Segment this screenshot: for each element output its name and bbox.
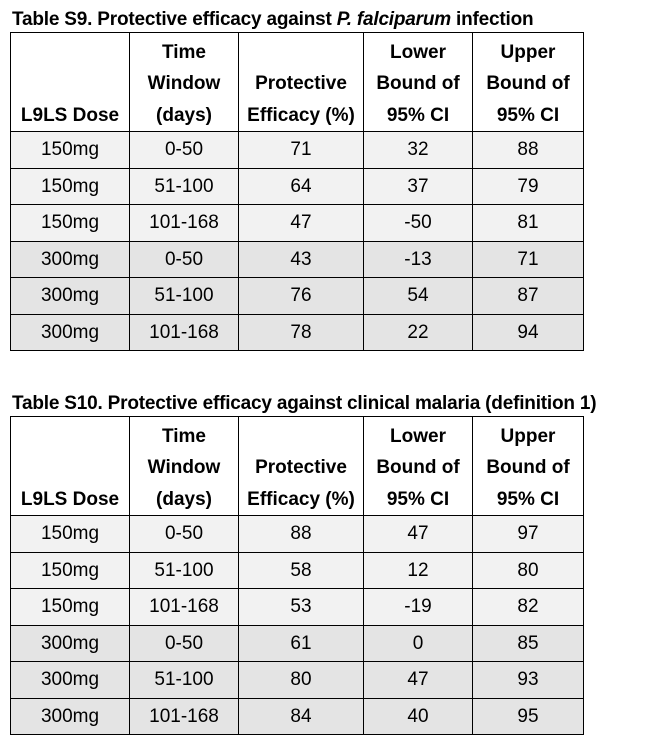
header-line: Protective xyxy=(255,73,347,94)
cell-window: 0-50 xyxy=(130,132,239,169)
header-line: (days) xyxy=(156,488,212,510)
cell-upper: 82 xyxy=(473,589,584,626)
table-header xyxy=(11,417,584,516)
header-efficacy xyxy=(239,417,364,516)
table-row xyxy=(11,278,584,315)
table-body xyxy=(11,132,584,351)
header-line: 95% CI xyxy=(386,104,450,126)
table-s9-caption xyxy=(12,8,584,32)
caption-prefix: Table S9. Protective efficacy against xyxy=(12,9,337,30)
cell-dose: 150mg xyxy=(11,132,130,169)
cell-window: 101-168 xyxy=(130,589,239,626)
cell-dose: 150mg xyxy=(11,552,130,589)
header-upper-bound xyxy=(473,417,584,516)
cell-window: 51-100 xyxy=(130,278,239,315)
header-time-window xyxy=(130,417,239,516)
cell-upper: 87 xyxy=(473,278,584,315)
cell-window: 0-50 xyxy=(130,241,239,278)
cell-window: 51-100 xyxy=(130,168,239,205)
cell-dose: 300mg xyxy=(11,625,130,662)
header-line: Lower xyxy=(390,41,446,63)
table-row xyxy=(11,205,584,242)
header-line: Lower xyxy=(390,425,446,447)
header-row xyxy=(11,417,584,516)
cell-efficacy: 88 xyxy=(239,516,364,553)
cell-efficacy: 64 xyxy=(239,168,364,205)
header-line: Window xyxy=(147,73,221,94)
cell-dose: 150mg xyxy=(11,516,130,553)
cell-lower: 40 xyxy=(364,698,473,735)
table-row xyxy=(11,552,584,589)
cell-upper: 88 xyxy=(473,132,584,169)
table-row xyxy=(11,698,584,735)
header-line: Upper xyxy=(500,41,556,63)
table-row xyxy=(11,625,584,662)
cell-efficacy: 84 xyxy=(239,698,364,735)
cell-lower: 22 xyxy=(364,314,473,351)
header-line: Protective xyxy=(255,457,347,478)
header-line: Bound of xyxy=(376,457,460,478)
header-line: L9LS Dose xyxy=(20,104,120,126)
cell-upper: 97 xyxy=(473,516,584,553)
cell-window: 51-100 xyxy=(130,662,239,699)
header-line: Efficacy (%) xyxy=(247,488,355,510)
cell-window: 0-50 xyxy=(130,625,239,662)
cell-lower: 0 xyxy=(364,625,473,662)
header-line: Time xyxy=(161,425,206,447)
table-s10-grid xyxy=(10,416,584,735)
cell-dose: 300mg xyxy=(11,314,130,351)
cell-efficacy: 71 xyxy=(239,132,364,169)
cell-upper: 85 xyxy=(473,625,584,662)
cell-upper: 95 xyxy=(473,698,584,735)
cell-upper: 79 xyxy=(473,168,584,205)
cell-window: 101-168 xyxy=(130,205,239,242)
caption-prefix: Table S10. Protective efficacy against clinical malaria (definition 1) xyxy=(12,393,597,414)
header-line: Bound of xyxy=(376,73,460,94)
cell-dose: 300mg xyxy=(11,278,130,315)
header-efficacy xyxy=(239,33,364,132)
header-line: L9LS Dose xyxy=(20,488,120,510)
cell-efficacy: 80 xyxy=(239,662,364,699)
cell-upper: 71 xyxy=(473,241,584,278)
table-s9-grid xyxy=(10,32,584,351)
cell-efficacy: 47 xyxy=(239,205,364,242)
header-lower-bound xyxy=(364,33,473,132)
cell-window: 101-168 xyxy=(130,314,239,351)
cell-upper: 80 xyxy=(473,552,584,589)
cell-lower: 47 xyxy=(364,516,473,553)
cell-lower: -50 xyxy=(364,205,473,242)
header-line: Bound of xyxy=(486,457,570,478)
cell-lower: 54 xyxy=(364,278,473,315)
cell-dose: 150mg xyxy=(11,589,130,626)
header-line: Efficacy (%) xyxy=(247,104,355,126)
table-body xyxy=(11,516,584,735)
table-header xyxy=(11,33,584,132)
cell-window: 0-50 xyxy=(130,516,239,553)
cell-efficacy: 76 xyxy=(239,278,364,315)
cell-upper: 93 xyxy=(473,662,584,699)
cell-lower: -13 xyxy=(364,241,473,278)
table-s10-caption xyxy=(12,392,596,416)
header-line: Window xyxy=(147,457,221,478)
cell-dose: 300mg xyxy=(11,662,130,699)
cell-upper: 94 xyxy=(473,314,584,351)
header-time-window xyxy=(130,33,239,132)
cell-efficacy: 53 xyxy=(239,589,364,626)
table-row xyxy=(11,132,584,169)
header-dose xyxy=(11,33,130,132)
header-row xyxy=(11,33,584,132)
table-s10 xyxy=(0,392,596,735)
caption-suffix: infection xyxy=(450,9,534,30)
header-upper-bound xyxy=(473,33,584,132)
cell-efficacy: 58 xyxy=(239,552,364,589)
cell-dose: 150mg xyxy=(11,205,130,242)
header-line: (days) xyxy=(156,104,212,126)
header-lower-bound xyxy=(364,417,473,516)
header-line: 95% CI xyxy=(386,488,450,510)
caption-italic: P. falciparum xyxy=(336,9,451,30)
cell-dose: 300mg xyxy=(11,698,130,735)
cell-efficacy: 61 xyxy=(239,625,364,662)
cell-window: 101-168 xyxy=(130,698,239,735)
cell-dose: 300mg xyxy=(11,241,130,278)
table-row xyxy=(11,516,584,553)
cell-window: 51-100 xyxy=(130,552,239,589)
cell-lower: 32 xyxy=(364,132,473,169)
table-row xyxy=(11,662,584,699)
cell-lower: 37 xyxy=(364,168,473,205)
header-dose xyxy=(11,417,130,516)
table-row xyxy=(11,314,584,351)
header-line: 95% CI xyxy=(496,104,560,126)
table-s9 xyxy=(0,8,584,351)
cell-upper: 81 xyxy=(473,205,584,242)
table-row xyxy=(11,241,584,278)
header-line: Upper xyxy=(500,425,556,447)
cell-lower: 47 xyxy=(364,662,473,699)
cell-efficacy: 78 xyxy=(239,314,364,351)
table-row xyxy=(11,589,584,626)
header-line: 95% CI xyxy=(496,488,560,510)
cell-efficacy: 43 xyxy=(239,241,364,278)
header-line: Time xyxy=(161,41,206,63)
cell-lower: 12 xyxy=(364,552,473,589)
header-line: Bound of xyxy=(486,73,570,94)
cell-lower: -19 xyxy=(364,589,473,626)
cell-dose: 150mg xyxy=(11,168,130,205)
table-row xyxy=(11,168,584,205)
